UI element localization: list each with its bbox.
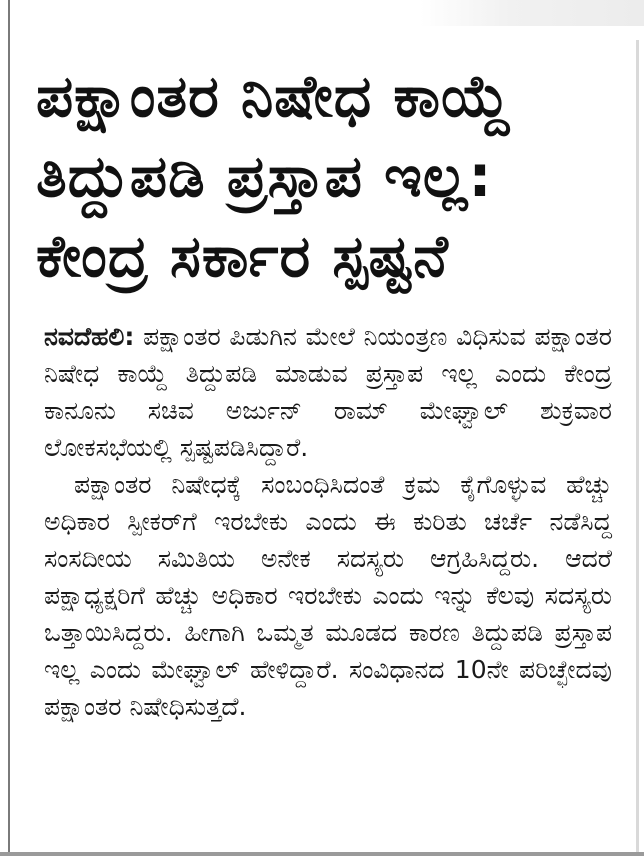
column-rule-right [636,40,639,856]
paragraph-1-text: ಪಕ್ಷಾಂತರ ಪಿಡುಗಿನ ಮೇಲೆ ನಿಯಂತ್ರಣ ವಿಧಿಸುವ ಪಕ್ಷಾಂತರ ನಿಷೇಧ ಕಾಯ್ದೆ ತಿದ್ದುಪಡಿ ಮಾಡುವ ಪ್ರಸ್ತಾಪ ಇಲ್ಲ ಎಂದು ಕೇಂದ್ರ ಕಾನೂನು ಸಚಿವ ಅರ್ಜುನ್ ರಾಮ್ ಮೇಘ್ವಾಲ್ ಶುಕ್ರವಾರ ಲೋಕಸಭೆಯಲ್ಲಿ ಸ್ಪಷ್ಟಪಡಿಸಿದ್ದಾರೆ. [44,322,613,462]
headline-line-3: ಕೇಂದ್ರ ಸರ್ಕಾರ ಸ್ಪಷ್ಟನೆ [36,222,449,290]
dateline: ನವದೆಹಲಿ: [44,322,135,351]
bottom-border [0,852,644,856]
headline-line-2: ತಿದ್ದುಪಡಿ ಪ್ರಸ್ತಾಪ ಇಲ್ಲ: [36,142,493,210]
scan-shadow [420,0,644,26]
article-body [44,318,612,725]
article-paragraph-2: ಪಕ್ಷಾಂತರ ನಿಷೇಧಕ್ಕೆ ಸಂಬಂಧಿಸಿದಂತೆ ಕ್ರಮ ಕೈಗೊಳ್ಳುವ ಹೆಚ್ಚು ಅಧಿಕಾರ ಸ್ಪೀಕರ್‌ಗೆ ಇರಬೇಕು ಎಂದು ಈ ಕುರಿತು ಚರ್ಚೆ ನಡೆಸಿದ್ದ ಸಂಸದೀಯ ಸಮಿತಿಯ ಅನೇಕ ಸದಸ್ಯರು ಆಗ್ರಹಿಸಿದ್ದರು. ಆದರೆ ಪಕ್ಷಾಧ್ಯಕ್ಷರಿಗೆ ಹೆಚ್ಚು ಅಧಿಕಾರ ಇರಬೇಕು ಎಂದು ಇನ್ನು ಕೆಲವು ಸದಸ್ಯರು ಒತ್ತಾಯಿಸಿದ್ದರು. ಹೀಗಾಗಿ ಒಮ್ಮತ ಮೂಡದ ಕಾರಣ ತಿದ್ದುಪಡಿ ಪ್ರಸ್ತಾಪ ಇಲ್ಲ ಎಂದು ಮೇಘ್ವಾಲ್ ಹೇಳಿದ್ದಾರೆ. ಸಂವಿಧಾನದ 10ನೇ ಪರಿಚ್ಛೇದವು ಪಕ್ಷಾಂತರ ನಿಷೇಧಿಸುತ್ತದೆ. [44,470,612,721]
headline-line-1: ಪಕ್ಷಾಂತರ ನಿಷೇಧ ಕಾಯ್ದೆ [36,62,512,130]
article-paragraph-1 [44,318,612,466]
headline [36,56,626,296]
column-rule-left [8,0,10,856]
